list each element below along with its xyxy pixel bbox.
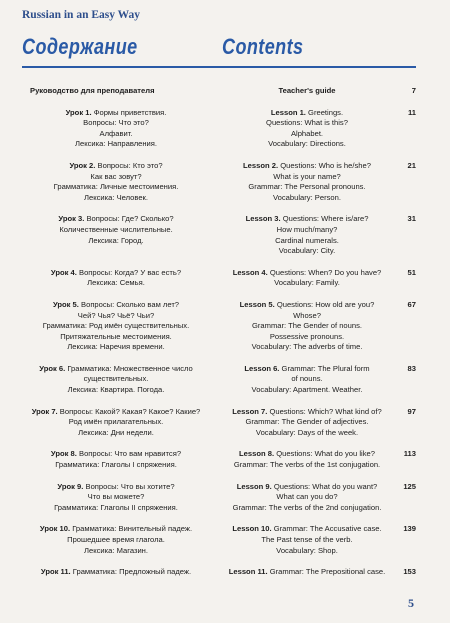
toc-line	[216, 172, 398, 183]
toc-line	[16, 342, 216, 353]
lesson-number: Урок 2.	[69, 160, 96, 170]
lesson-number: Урок 6.	[39, 363, 66, 373]
toc-entry-ru	[16, 364, 216, 396]
lesson-topic: of nouns.	[291, 374, 323, 384]
toc-entry-en	[216, 482, 398, 514]
toc-row-lesson[interactable]	[16, 214, 416, 256]
lesson-number: Lesson 6.	[244, 363, 280, 373]
lesson-number: Урок 3.	[58, 214, 85, 224]
toc-line	[16, 407, 216, 418]
lesson-topic: Вопросы: Сколько вам лет?	[81, 299, 180, 309]
lesson-topic: Грамматика: Множественное число	[67, 363, 193, 373]
lesson-number: Lesson 3.	[245, 214, 281, 224]
lesson-topic: Questions: What do you want?	[273, 481, 378, 491]
lesson-number: Lesson 4.	[232, 267, 268, 277]
lesson-topic: Grammar: The Prepositional case.	[269, 567, 386, 577]
page-number: 5	[408, 596, 414, 610]
lesson-topic: Лексика: Направления.	[74, 139, 158, 149]
toc-line	[216, 311, 398, 322]
lesson-topic: Grammar: The verbs of the 1st conjugation.	[233, 460, 381, 470]
toc-line	[216, 546, 398, 557]
toc-row-lesson[interactable]	[16, 300, 416, 353]
lesson-topic: How much/many?	[276, 224, 338, 234]
lesson-topic: Формы приветствия.	[93, 107, 167, 117]
lesson-number: Lesson 11.	[228, 567, 268, 577]
toc-line	[16, 374, 216, 385]
lesson-topic: Grammar: The Accusative case.	[273, 524, 382, 534]
toc-page-number: 113	[403, 449, 416, 459]
lesson-topic: Whose?	[293, 310, 321, 320]
running-head: Russian in an Easy Way	[22, 9, 141, 21]
toc-line	[216, 300, 398, 311]
lesson-topic: Вопросы: Что вам нравится?	[79, 449, 182, 459]
toc-line	[16, 129, 216, 140]
toc-line	[16, 118, 216, 129]
lesson-topic: Vocabulary: Family.	[274, 278, 340, 288]
lesson-number: Урок 10.	[39, 524, 71, 534]
lesson-topic: Притяжательные местоимения.	[60, 331, 172, 341]
lesson-topic: Грамматика: Глаголы I спряжения.	[55, 460, 177, 470]
lesson-topic: Vocabulary: Apartment. Weather.	[251, 385, 363, 395]
toc-line	[216, 364, 398, 375]
toc-line	[16, 428, 216, 439]
toc-line	[216, 567, 398, 578]
toc-entry-ru: Руководство для преподавателя	[30, 86, 155, 95]
toc-line	[216, 129, 398, 140]
toc-line	[16, 225, 216, 236]
toc-entry-ru	[16, 214, 216, 256]
toc-line	[216, 321, 398, 332]
toc-line	[16, 460, 216, 471]
toc-row-lesson[interactable]	[16, 482, 416, 514]
lesson-number: Урок 9.	[57, 481, 84, 491]
lesson-topic: Лексика: Дни недели.	[78, 427, 154, 437]
lesson-topic: существительных.	[83, 374, 149, 384]
lesson-number: Lesson 8.	[239, 449, 275, 459]
toc-entry-en	[216, 567, 398, 578]
toc-line	[216, 246, 398, 257]
toc-entry-en	[216, 449, 398, 470]
toc-entry-ru	[16, 524, 216, 556]
toc-line	[216, 460, 398, 471]
lesson-topic: Grammar: The Gender of nouns.	[251, 321, 363, 331]
toc-line	[16, 524, 216, 535]
toc-line	[216, 385, 398, 396]
toc-page-number: 31	[407, 214, 416, 224]
lesson-list	[16, 108, 416, 578]
toc-entry-ru	[16, 482, 216, 514]
toc-line	[216, 268, 398, 279]
toc-row-lesson[interactable]	[16, 524, 416, 556]
lesson-topic: Grammar: The Plural form	[281, 363, 370, 373]
toc-entry-en	[216, 268, 398, 289]
toc-row-lesson[interactable]	[16, 449, 416, 470]
toc-entry-en: Teacher's guide	[278, 86, 336, 95]
lesson-topic: Вопросы: Какой? Какая? Какое? Какие?	[59, 406, 201, 416]
lesson-topic: Questions: What do you like?	[276, 449, 375, 459]
heading-en: Contents	[222, 34, 304, 59]
lesson-topic: Лексика: Город.	[88, 235, 144, 245]
toc-entry-ru	[16, 108, 216, 150]
heading-ru: Содержание	[22, 34, 138, 59]
toc-line	[16, 482, 216, 493]
lesson-topic: Чей? Чья? Чьё? Чьи?	[77, 310, 155, 320]
toc-row-lesson[interactable]	[16, 364, 416, 396]
lesson-topic: Грамматика: Винительный падеж.	[72, 524, 193, 534]
lesson-number: Урок 1.	[65, 107, 92, 117]
toc-line	[16, 332, 216, 343]
lesson-topic: Cardinal numerals.	[275, 235, 339, 245]
toc-entry-en	[216, 108, 398, 150]
lesson-topic: Вопросы: Когда? У вас есть?	[79, 267, 182, 277]
lesson-topic: Vocabulary: City.	[278, 246, 336, 256]
lesson-topic: Grammar: The Personal pronouns.	[248, 182, 366, 192]
lesson-topic: Alphabet.	[290, 128, 324, 138]
toc-page-number: 21	[407, 160, 416, 170]
toc-line	[16, 161, 216, 172]
toc-entry-ru	[16, 268, 216, 289]
lesson-topic: What is your name?	[273, 171, 341, 181]
lesson-topic: Grammar: The verbs of the 2nd conjugation.	[232, 502, 382, 512]
toc-line	[216, 417, 398, 428]
lesson-topic: Лексика: Магазин.	[84, 545, 148, 555]
toc-row-lesson[interactable]	[16, 567, 416, 578]
toc-page-number: 51	[407, 267, 416, 277]
toc-line	[16, 321, 216, 332]
lesson-number: Lesson 10.	[232, 524, 272, 534]
lesson-topic: Грамматика: Глаголы II спряжения.	[54, 502, 178, 512]
toc-line	[216, 535, 398, 546]
toc-page-number: 153	[403, 567, 416, 577]
lesson-topic: Прошедшее время глагола.	[67, 535, 165, 544]
toc-entry-ru	[16, 300, 216, 353]
lesson-topic: Vocabulary: Directions.	[268, 139, 346, 149]
toc-page-number: 139	[403, 524, 416, 534]
toc-line	[16, 503, 216, 514]
lesson-topic: Questions: Who is he/she?	[280, 160, 371, 170]
toc-line	[216, 482, 398, 493]
lesson-topic: Questions: Where is/are?	[282, 214, 369, 224]
lesson-topic: Вопросы: Кто это?	[97, 160, 163, 170]
toc-entry-en	[216, 161, 398, 203]
lesson-number: Урок 8.	[50, 449, 77, 459]
toc-line	[16, 108, 216, 119]
lesson-topic: Количественные числительные.	[59, 224, 173, 234]
lesson-number: Урок 5.	[52, 299, 79, 309]
lesson-number: Урок 4.	[50, 267, 77, 277]
toc-line	[216, 503, 398, 514]
toc-line	[216, 278, 398, 289]
lesson-topic: Questions: Which? What kind of?	[269, 406, 382, 416]
toc-row-lesson[interactable]	[16, 268, 416, 289]
toc-line	[16, 364, 216, 375]
toc-page-number: 67	[407, 299, 416, 309]
lesson-number: Урок 11.	[40, 567, 71, 577]
toc-line	[16, 300, 216, 311]
heading-rule	[22, 66, 416, 68]
toc-line	[16, 193, 216, 204]
toc-page-number: 7	[411, 86, 416, 95]
toc-line	[16, 385, 216, 396]
lesson-topic: The Past tense of the verb.	[261, 535, 353, 544]
lesson-topic: Род имён прилагательных.	[68, 417, 164, 427]
toc-page-number: 11	[407, 107, 416, 117]
toc-entry-ru	[16, 567, 216, 578]
toc-line	[216, 524, 398, 535]
lesson-topic: Questions: How old are you?	[276, 299, 375, 309]
lesson-number: Lesson 9.	[236, 481, 272, 491]
lesson-topic: Vocabulary: Days of the week.	[255, 427, 359, 437]
toc-line	[216, 118, 398, 129]
toc-line	[216, 182, 398, 193]
lesson-topic: Questions: What is this?	[266, 118, 348, 128]
toc-line	[216, 332, 398, 343]
lesson-number: Lesson 5.	[239, 299, 275, 309]
toc-entry-ru	[16, 161, 216, 203]
toc-page-number: 83	[407, 363, 416, 373]
lesson-number: Lesson 1.	[270, 107, 306, 117]
lesson-topic: Лексика: Человек.	[84, 192, 148, 202]
toc-entry-ru	[16, 449, 216, 470]
toc-entry-en	[216, 214, 398, 256]
lesson-topic: Grammar: The Gender of adjectives.	[245, 417, 369, 427]
toc-entry-ru	[16, 407, 216, 439]
toc-line	[216, 139, 398, 150]
lesson-number: Lesson 2.	[243, 160, 279, 170]
toc-line	[216, 225, 398, 236]
lesson-number: Урок 7.	[31, 406, 58, 416]
toc-row-lesson[interactable]	[16, 407, 416, 439]
lesson-topic: Лексика: Наречия времени.	[67, 342, 165, 352]
contents-headings	[22, 34, 418, 62]
lesson-topic: Грамматика: Род имён существительных.	[42, 321, 190, 331]
toc-line	[216, 492, 398, 503]
toc-row-teachers-guide[interactable]	[16, 86, 416, 97]
toc-line	[216, 161, 398, 172]
toc-line	[16, 182, 216, 193]
lesson-topic: Vocabulary: Person.	[273, 192, 341, 202]
toc-line	[16, 449, 216, 460]
toc-page-number: 97	[407, 406, 416, 416]
toc-line	[216, 108, 398, 119]
toc-line	[16, 214, 216, 225]
lesson-topic: Possessive pronouns.	[269, 331, 345, 341]
toc-entry-en	[216, 364, 398, 396]
toc-line	[16, 139, 216, 150]
toc-line	[16, 417, 216, 428]
toc-row-lesson[interactable]	[16, 108, 416, 150]
toc-line	[216, 342, 398, 353]
toc-line	[16, 546, 216, 557]
lesson-topic: Грамматика: Личные местоимения.	[53, 182, 179, 192]
lesson-topic: Vocabulary: The adverbs of time.	[251, 342, 363, 352]
lesson-topic: Questions: When? Do you have?	[269, 267, 382, 277]
lesson-topic: Алфавит.	[99, 128, 133, 138]
toc-entry-en	[216, 524, 398, 556]
toc-line	[16, 172, 216, 183]
toc-line	[216, 214, 398, 225]
toc-line	[216, 428, 398, 439]
toc-line	[16, 268, 216, 279]
lesson-topic: Грамматика: Предложный падеж.	[72, 567, 192, 577]
toc-line	[216, 193, 398, 204]
toc-page-number: 125	[403, 481, 416, 491]
toc-line	[216, 449, 398, 460]
lesson-topic: What can you do?	[276, 492, 338, 502]
lesson-topic: Как вас зовут?	[90, 171, 142, 181]
lesson-topic: Вопросы: Что это?	[83, 118, 149, 128]
toc-line	[16, 236, 216, 247]
toc-entry-en	[216, 300, 398, 353]
lesson-topic: Greetings.	[308, 107, 344, 117]
lesson-topic: Vocabulary: Shop.	[276, 545, 338, 555]
toc-line	[16, 492, 216, 503]
lesson-topic: Что вы можете?	[87, 492, 145, 502]
lesson-topic: Лексика: Семья.	[87, 278, 145, 288]
lesson-topic: Вопросы: Что вы хотите?	[85, 481, 175, 491]
toc-entry-en	[216, 407, 398, 439]
lesson-topic: Лексика: Квартира. Погода.	[67, 385, 165, 395]
toc-line	[216, 374, 398, 385]
toc-line	[16, 311, 216, 322]
toc-line	[216, 236, 398, 247]
table-of-contents	[16, 86, 416, 589]
lesson-topic: Вопросы: Где? Сколько?	[86, 214, 174, 224]
lesson-number: Lesson 7.	[232, 406, 268, 416]
toc-line	[16, 278, 216, 289]
toc-row-lesson[interactable]	[16, 161, 416, 203]
toc-line	[16, 535, 216, 546]
toc-line	[216, 407, 398, 418]
toc-line	[16, 567, 216, 578]
